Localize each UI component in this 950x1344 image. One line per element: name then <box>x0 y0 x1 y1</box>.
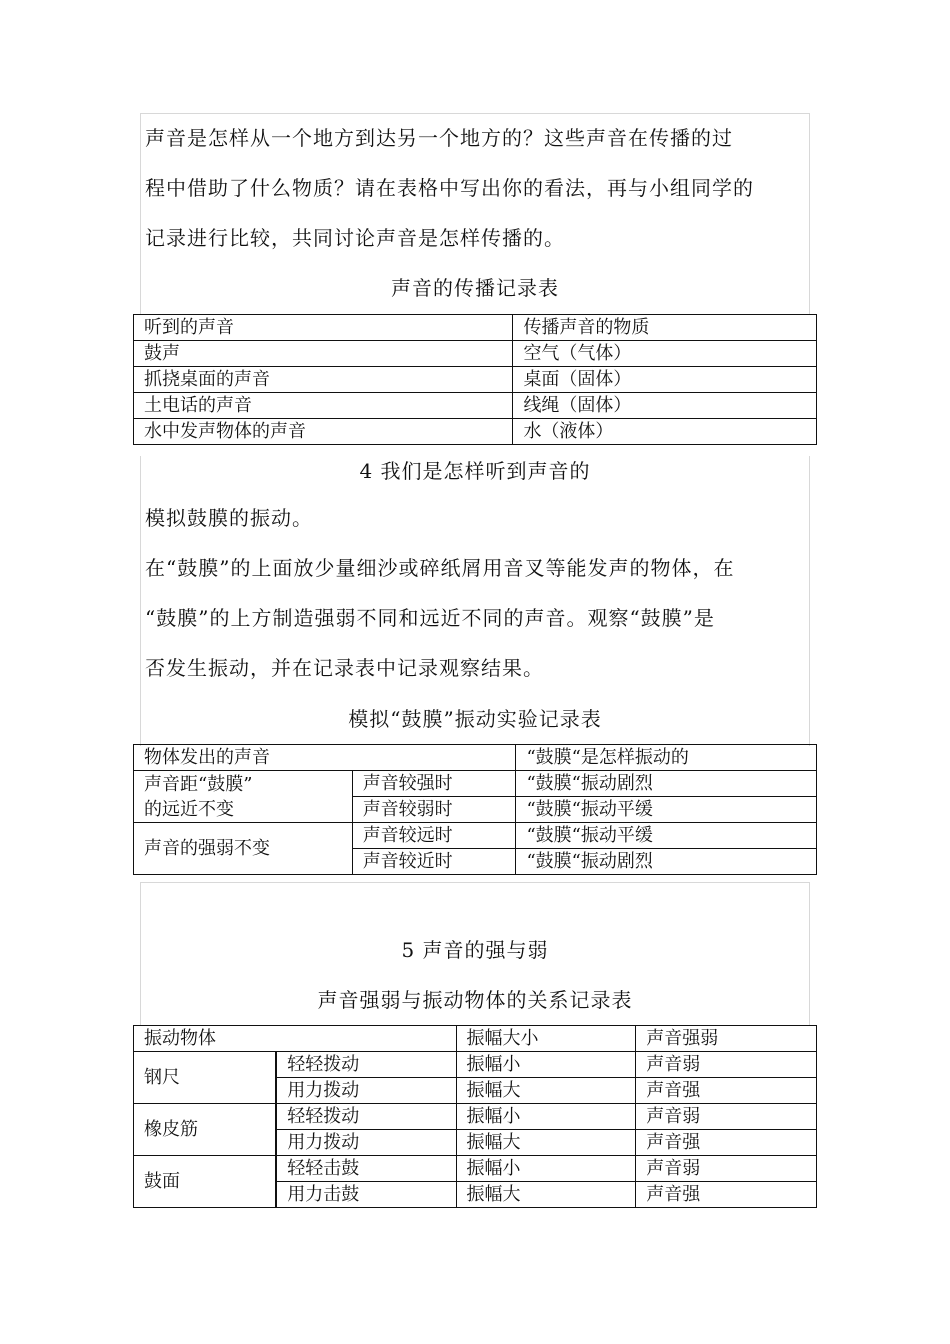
intro-line-2: 程中借助了什么物质？请在表格中写出你的看法，再与小组同学的 <box>145 176 754 200</box>
section4-heading: 4 我们是怎样听到声音的 <box>359 459 591 483</box>
sound-propagation-table <box>133 314 817 445</box>
cell-result: “鼓膜“振动平缓 <box>516 823 817 849</box>
table-row <box>134 1104 817 1130</box>
table-header-row <box>134 745 817 771</box>
table-row <box>134 341 817 367</box>
cell-amplitude: 振幅大 <box>456 1130 636 1156</box>
cell-action: 用力拨动 <box>276 1078 456 1104</box>
cell-sound: 鼓声 <box>134 341 513 367</box>
table3-title: 声音强弱与振动物体的关系记录表 <box>317 988 633 1012</box>
cell-result: “鼓膜“振动平缓 <box>516 797 817 823</box>
eardrum-vibration-table <box>133 744 817 875</box>
header-medium: 传播声音的物质 <box>513 315 817 341</box>
cell-result: “鼓膜“振动剧烈 <box>516 849 817 875</box>
table-row <box>134 1156 817 1182</box>
table-row <box>134 367 817 393</box>
section4-line-2: 在“鼓膜”的上面放少量细沙或碎纸屑用音叉等能发声的物体，在 <box>145 556 735 580</box>
object-label: 橡皮筋 <box>134 1104 277 1156</box>
cell-action: 用力拨动 <box>276 1130 456 1156</box>
cell-medium: 线绳（固体） <box>513 393 817 419</box>
cell-condition: 声音较强时 <box>352 771 516 797</box>
table-row <box>134 1052 817 1078</box>
intro-line-1: 声音是怎样从一个地方到达另一个地方的？这些声音在传播的过 <box>145 126 733 150</box>
cell-sound: 土电话的声音 <box>134 393 513 419</box>
amplitude-intensity-table <box>133 1025 817 1208</box>
cell-medium: 空气（气体） <box>513 341 817 367</box>
table-row <box>134 823 817 849</box>
cell-intensity: 声音强 <box>636 1078 817 1104</box>
section4-paragraph <box>145 493 807 693</box>
table-row <box>134 419 817 445</box>
table1-title: 声音的传播记录表 <box>391 276 559 300</box>
header-sound-source: 物体发出的声音 <box>134 745 516 771</box>
group-label-line-1: 声音距“鼓膜” <box>144 773 253 795</box>
cell-condition: 声音较弱时 <box>352 797 516 823</box>
header-sound-heard: 听到的声音 <box>134 315 513 341</box>
cell-condition: 声音较远时 <box>352 823 516 849</box>
header-eardrum-vibration: “鼓膜“是怎样振动的 <box>516 745 817 771</box>
intro-line-3: 记录进行比较，共同讨论声音是怎样传播的。 <box>145 226 565 250</box>
cell-sound: 抓挠桌面的声音 <box>134 367 513 393</box>
cell-intensity: 声音强 <box>636 1130 817 1156</box>
cell-amplitude: 振幅小 <box>456 1104 636 1130</box>
table2-title: 模拟“鼓膜”振动实验记录表 <box>348 707 602 731</box>
cell-amplitude: 振幅小 <box>456 1052 636 1078</box>
group-label-distance-constant <box>134 771 353 823</box>
cell-condition: 声音较近时 <box>352 849 516 875</box>
cell-medium: 水（液体） <box>513 419 817 445</box>
cell-amplitude: 振幅大 <box>456 1182 636 1208</box>
cell-medium: 桌面（固体） <box>513 367 817 393</box>
cell-action: 轻轻拨动 <box>276 1104 456 1130</box>
group-label-intensity-constant: 声音的强弱不变 <box>134 823 353 875</box>
cell-amplitude: 振幅小 <box>456 1156 636 1182</box>
cell-intensity: 声音强 <box>636 1182 817 1208</box>
header-amplitude: 振幅大小 <box>456 1026 636 1052</box>
table-header-row <box>134 1026 817 1052</box>
cell-intensity: 声音弱 <box>636 1104 817 1130</box>
object-label: 鼓面 <box>134 1156 277 1208</box>
section4-line-4: 否发生振动，并在记录表中记录观察结果。 <box>145 656 544 680</box>
header-intensity: 声音强弱 <box>636 1026 817 1052</box>
header-vibrating-object: 振动物体 <box>134 1026 457 1052</box>
section4-line-3: “鼓膜”的上方制造强弱不同和远近不同的声音。观察“鼓膜”是 <box>145 606 715 630</box>
cell-action: 用力击鼓 <box>276 1182 456 1208</box>
table-row <box>134 393 817 419</box>
cell-action: 轻轻拨动 <box>276 1052 456 1078</box>
group-label-line-2: 的远近不变 <box>144 798 234 820</box>
cell-intensity: 声音弱 <box>636 1052 817 1078</box>
intro-paragraph <box>145 113 807 263</box>
cell-action: 轻轻击鼓 <box>276 1156 456 1182</box>
object-label: 钢尺 <box>134 1052 277 1104</box>
cell-result: “鼓膜“振动剧烈 <box>516 771 817 797</box>
section4-line-1: 模拟鼓膜的振动。 <box>145 506 313 530</box>
cell-sound: 水中发声物体的声音 <box>134 419 513 445</box>
table-row <box>134 771 817 797</box>
cell-amplitude: 振幅大 <box>456 1078 636 1104</box>
cell-intensity: 声音弱 <box>636 1156 817 1182</box>
section5-heading: 5 声音的强与弱 <box>401 938 549 962</box>
table-header-row <box>134 315 817 341</box>
